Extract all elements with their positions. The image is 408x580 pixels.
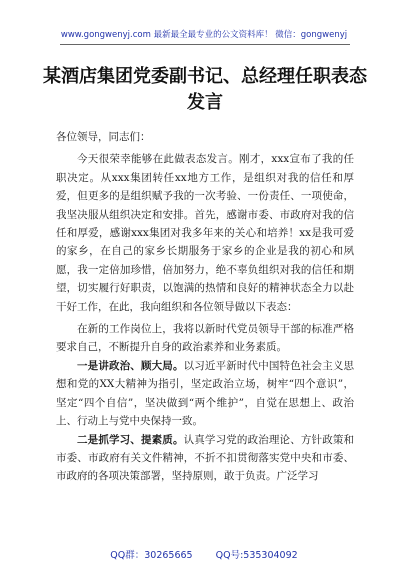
document-body	[56, 128, 354, 486]
point-one-lead: 一是讲政治、顾大局。	[77, 359, 184, 372]
header-divider	[60, 44, 350, 45]
salutation: 各位领导，同志们：	[56, 131, 151, 143]
paragraph-intro: 今天很荣幸能够在此做表态发言。刚才，xxx宣布了我的任职决定。从xxx集团转任xx地方工作，是组织对我的信任和厚爱，但更多的是组织赋予我的一次考验、一份责任、一项使命，我坚决服从组织决定和安排。首先，感谢市委、市政府对我的信任和厚爱，感谢xxx集团对我多年来的关心和培养！xx是我可爱的家乡，在自己的家乡长期服务于家乡的企业是我的初心和夙愿，我一定倍加珍惜，倍加努力，绝不辜负组织对我的信任和期望，切实履行好职责，以饱满的热情和良好的精神状态全力以赴干好工作，在此，我向组织和各位领导做以下表态：	[56, 153, 354, 313]
document-title: 某酒店集团党委副书记、总经理任职表态发言	[43, 66, 367, 113]
header-banner: www.gongwenyj.com 最新最全最专业的公文资料库！ 微信：gongwenyj	[60, 30, 348, 40]
footer-qq-group: QQ群：30265665	[110, 550, 193, 561]
point-two-lead: 二是抓学习、提素质。	[77, 433, 184, 446]
point-two	[56, 431, 354, 486]
footer-qq-personal: QQ号:535304092	[215, 550, 298, 561]
point-one	[56, 357, 354, 431]
paragraph-commitment: 在新的工作岗位上，我将以新时代党员领导干部的标准严格要求自己，不断提升自身的政治素养和业务素质。	[56, 323, 354, 354]
footer-contacts	[0, 547, 408, 561]
point-two-text: 认真学习党的政治理论、方针政策和市委、市政府有关文件精神，不折不扣贯彻落实党中央和市委、市政府的各项决策部署，坚持原则，敢于负责。广泛学习	[56, 433, 355, 483]
point-one-text: 以习近平新时代中国特色社会主义思想和党的XX大精神为指引，坚定政治立场，树牢“四个意识”，坚定“四个自信”，坚决做到“两个维护”，自觉在思想上、政治上、行动上与党中央保持一致。	[56, 359, 355, 428]
